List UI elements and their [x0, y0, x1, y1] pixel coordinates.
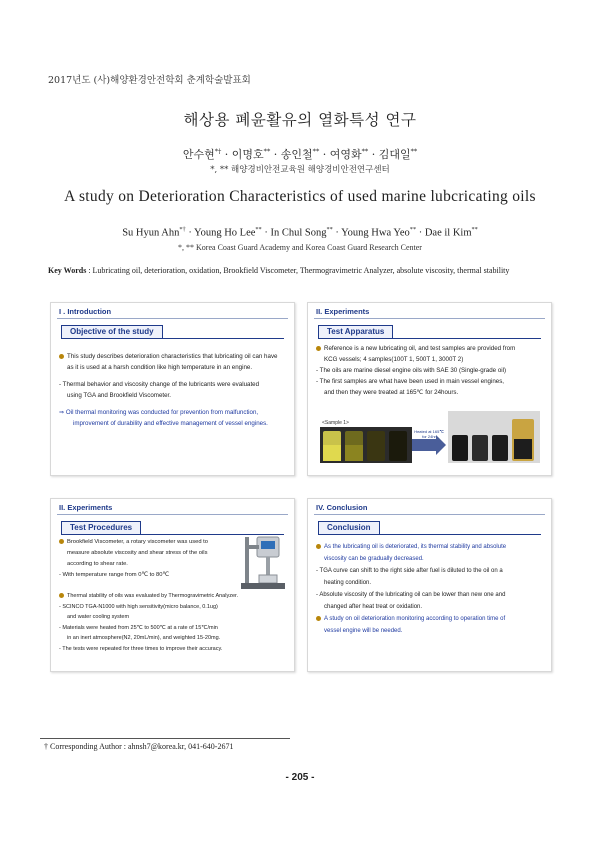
panel-subheading: Conclusion	[318, 521, 380, 535]
panel-heading: I . Introduction	[59, 307, 112, 316]
introduction-panel	[50, 302, 295, 476]
panel-body: This study describes deterioration characteristics that lubricating oil can have as it is used at a harsh condition like high temperature in an engine. - Thermal behavior and viscosity change of the lubricants were evaluated using TGA and Brookfield Viscometer. ⇒ Oil thermal monitoring was conducted for prevention from malfunction, improvement of durability and effective management of vessel engines.	[59, 353, 278, 427]
bullet-icon	[316, 616, 321, 621]
panel-heading: II. Experiments	[316, 307, 370, 316]
bullet-icon	[59, 539, 64, 544]
bullet-icon	[316, 544, 321, 549]
panel-heading: II. Experiments	[59, 503, 113, 512]
sample-1-label: <Sample 1>	[322, 420, 349, 426]
experiments-apparatus-panel	[307, 302, 552, 476]
bullet-icon	[59, 593, 64, 598]
panel-body-lower: Thermal stability of oils was evaluated by Thermogravimetric Analyzer. - SCINCO TGA-N1000 with high sensitivity(micro balance, 0.1ug) and water cooling system - Materials were heated from 25℃ to 500℃ at a rate of 15℃/min in an inert atmosphere(N2, 20mL/min), and weighted 15-20mg. - The tests were repeated for three times to improve their accuracy.	[59, 593, 239, 652]
title-korean: 해상용 폐윤활유의 열화특성 연구	[183, 111, 417, 129]
sample-2-photo	[448, 411, 540, 463]
panel-subheading: Test Procedures	[61, 521, 141, 535]
panel-body: As the lubricating oil is deteriorated, its thermal stability and absolute viscosity can be gradually decreased. - TGA curve can shift to the right side after fuel is diluted to the oil on a heating condition. - Absolute viscosity of the lubricating oil can be lower than new one and changed after heat treat or oxidation. A study on oil deterioration monitoring according to operation time of vessel engine will be needed.	[316, 544, 507, 634]
panel-body: Brookfield Viscometer, a rotary viscometer was used to measure absolute viscosity and shear stress of the oils according to shear rate. - With temperature range from 0℃ to 80℃	[59, 539, 209, 578]
sample-1-photo	[320, 427, 412, 463]
footnote-divider	[40, 738, 290, 739]
authors-english: Su Hyun Ahn*† · Young Ho Lee** · In Chul Song** · Young Hwa Yeo** · Dae il Kim**	[122, 226, 478, 239]
conference-name: 2017년도 (사)해양환경안전학회 춘계학술발표회	[48, 75, 251, 86]
panel-heading: IV. Conclusion	[316, 503, 368, 512]
bullet-icon	[59, 354, 64, 359]
experiments-procedures-panel	[50, 498, 295, 672]
title-english: A study on Deterioration Characteristics of used marine lubcricating oils	[64, 188, 536, 205]
page-number: - 205 -	[285, 772, 315, 783]
panel-body: Reference is a new lubricating oil, and test samples are provided from KCG vessels; 4 samples(100T 1, 500T 1, 3000T 2) - The oils are marine diesel engine oils with SAE 30 (Single-grade oil) - The first samples are what have been used in main vessel engines, and then they were treated at 165℃ for 24hours.	[316, 345, 516, 396]
affiliation-korean: *, ** 해양경비안전교육원 해양경비안전연구센터	[210, 165, 390, 175]
bullet-icon	[316, 346, 321, 351]
corresponding-author-footnote: † Corresponding Author : ahnsh7@korea.kr, 041-640-2671	[44, 742, 234, 751]
viscometer-image	[239, 535, 287, 591]
conclusion-panel	[307, 498, 552, 672]
affiliation-english: *, ** Korea Coast Guard Academy and Korea Coast Guard Research Center	[178, 243, 422, 252]
authors-korean: 안수현*† · 이명호** · 송인철** · 여영화** · 김대일**	[182, 147, 418, 161]
heat-label: Heated at 165℃ for 24hr	[414, 429, 444, 439]
keywords: Key Words : Lubricating oil, deterioration, oxidation, Brookfield Viscometer, Thermogravimetric Analyzer, absolute viscosity, thermal stability	[48, 266, 510, 275]
panel-subheading: Objective of the study	[61, 325, 163, 339]
panel-subheading: Test Apparatus	[318, 325, 393, 339]
